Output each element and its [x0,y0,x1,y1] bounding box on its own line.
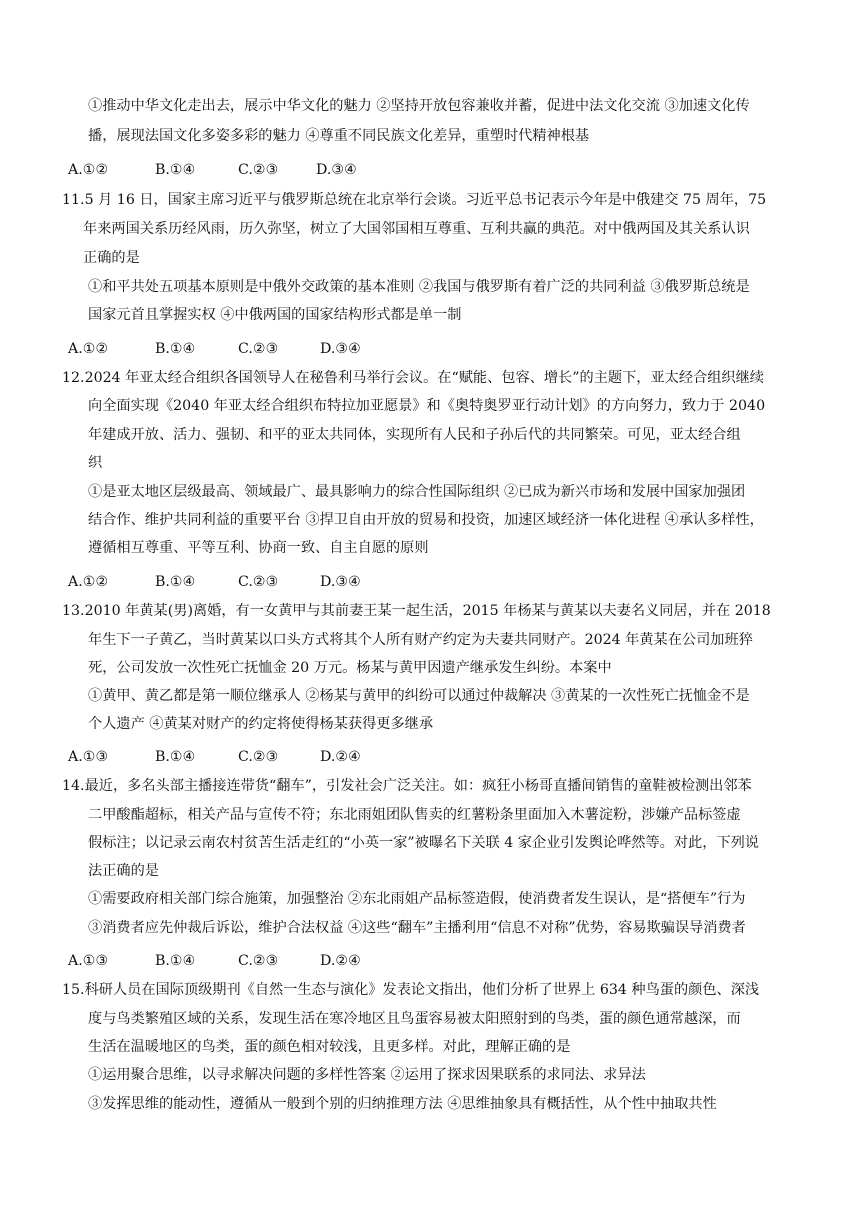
q14-stem-line-3: 假标注；以记录云南农村贫苦生活走红的“小英一家”被曝名下关联 4 家企业引发舆论哗然等。对此，下列说 [88,835,759,851]
q13-statements-line-1: ①黄甲、黄乙都是第一顺位继承人 ②杨某与黄甲的纠纷可以通过仲裁解决 ③黄某的一次性死亡抚恤金不是 [88,688,750,704]
q11-stem-line-2: 年来两国关系历经风雨，历久弥坚，树立了大国邻国相互尊重、互利共赢的典范。对中俄两国及其关系认识 [83,221,750,237]
q14-stem-line-1: 14.最近，多名头部主播接连带货“翻车”，引发社会广泛关注。如：疯狂小杨哥直播间销售的童鞋被检测出邻苯 [62,778,752,794]
q13-stem-line-2: 年生下一子黄乙，当时黄某以口头方式将其个人所有财产约定为夫妻共同财产。2024 年黄某在公司加班猝 [88,632,753,648]
q13-stem-line-1: 13.2010 年黄某(男)离婚，有一女黄甲与其前妻王某一起生活，2015 年杨某与黄某以夫妻名义同居，并在 2018 [62,603,771,619]
q14-option-d: D.②④ [320,953,361,969]
q14-option-c: C.②③ [238,953,279,969]
q12-stem-line-3: 年建成开放、活力、强韧、和平的亚太共同体，实现所有人民和子孙后代的共同繁荣。可见，亚太经合组 [88,427,741,443]
q14-stem-line-2: 二甲酸酯超标，相关产品与宣传不符；东北雨姐团队售卖的红薯粉条里面加入木薯淀粉，涉嫌产品标签虚 [88,807,741,823]
q13-option-d: D.②④ [320,749,361,765]
q13-stem-line-3: 死，公司发放一次性死亡抚恤金 20 万元。杨某与黄甲因遗产继承发生纠纷。本案中 [88,660,612,676]
q12-option-c: C.②③ [238,574,279,590]
q10-option-b: B.①④ [155,162,196,178]
q12-statements-line-2: 结合作、维护共同利益的重要平台 ③捍卫自由开放的贸易和投资，加速区域经济一体化进程 ④承认多样性， [88,512,764,528]
q12-statements-line-1: ①是亚太地区层级最高、领域最广、最具影响力的综合性国际组织 ②已成为新兴市场和发展中国家加强团 [88,484,746,500]
q11-stem-line-3: 正确的是 [83,250,140,266]
q12-stem-line-4: 织 [88,455,103,471]
q10-option-a: A.①② [68,162,109,178]
q15-stem-line-3: 生活在温暖地区的鸟类，蛋的颜色相对较浅，且更多样。对此，理解正确的是 [88,1039,571,1055]
q14-statements-line-2: ③消费者应先仲裁后诉讼，维护合法权益 ④这些“翻车”主播利用“信息不对称”优势，容易欺骗误导消费者 [88,920,746,936]
q15-statements-line-2: ③发挥思维的能动性，遵循从一般到个别的归纳推理方法 ④思维抽象具有概括性，从个性中抽取共性 [88,1096,717,1112]
q11-option-a: A.①② [68,341,109,357]
q13-option-c: C.②③ [238,749,279,765]
q14-stem-line-4: 法正确的是 [88,863,159,879]
q11-option-c: C.②③ [238,341,279,357]
q12-option-b: B.①④ [155,574,196,590]
q13-statements-line-2: 个人遗产 ④黄某对财产的约定将使得杨某获得更多继承 [88,716,434,732]
q14-option-a: A.①③ [68,953,109,969]
q13-option-b: B.①④ [155,749,196,765]
q11-stem-line-1: 11.5 月 16 日，国家主席习近平与俄罗斯总统在北京举行会谈。习近平总书记表示今年是中俄建交 75 周年，75 [62,192,767,208]
q10-statements-line-2: 播，展现法国文化多姿多彩的魅力 ④尊重不同民族文化差异，重塑时代精神根基 [88,128,590,144]
q10-option-d: D.③④ [316,162,357,178]
q11-option-b: B.①④ [155,341,196,357]
q12-stem-line-1: 12.2024 年亚太经合组织各国领导人在秘鲁利马举行会议。在“赋能、包容、增长”的主题下，亚太经合组织继续 [62,370,764,386]
q13-option-a: A.①③ [68,749,109,765]
q12-option-d: D.③④ [320,574,361,590]
q15-statements-line-1: ①运用聚合思维，以寻求解决问题的多样性答案 ②运用了探求因果联系的求同法、求异法 [88,1067,646,1083]
q14-option-b: B.①④ [155,953,196,969]
q12-statements-line-3: 遵循相互尊重、平等互利、协商一致、自主自愿的原则 [88,540,429,556]
q11-statements-line-2: 国家元首且掌握实权 ④中俄两国的国家结构形式都是单一制 [88,307,462,323]
q15-stem-line-2: 度与鸟类繁殖区域的关系，发现生活在寒冷地区且鸟蛋容易被太阳照射到的鸟类，蛋的颜色通常越深，而 [88,1011,741,1027]
q10-option-c: C.②③ [238,162,279,178]
q14-statements-line-1: ①需要政府相关部门综合施策，加强整治 ②东北雨姐产品标签造假，使消费者发生误认，是“搭便车”行为 [88,891,746,907]
q11-option-d: D.③④ [320,341,361,357]
q12-option-a: A.①② [68,574,109,590]
q15-stem-line-1: 15.科研人员在国际顶级期刊《自然一生态与演化》发表论文指出，他们分析了世界上 634 种鸟蛋的颜色、深浅 [62,982,760,998]
q11-statements-line-1: ①和平共处五项基本原则是中俄外交政策的基本准则 ②我国与俄罗斯有着广泛的共同利益 ③俄罗斯总统是 [88,279,750,295]
q10-statements-line-1: ①推动中华文化走出去，展示中华文化的魅力 ②坚持开放包容兼收并蓄，促进中法文化交流 ③加速文化传 [88,98,750,114]
q12-stem-line-2: 向全面实现《2040 年亚太经合组织布特拉加亚愿景》和《奥特奥罗亚行动计划》的方向努力，致力于 2040 [88,398,766,414]
